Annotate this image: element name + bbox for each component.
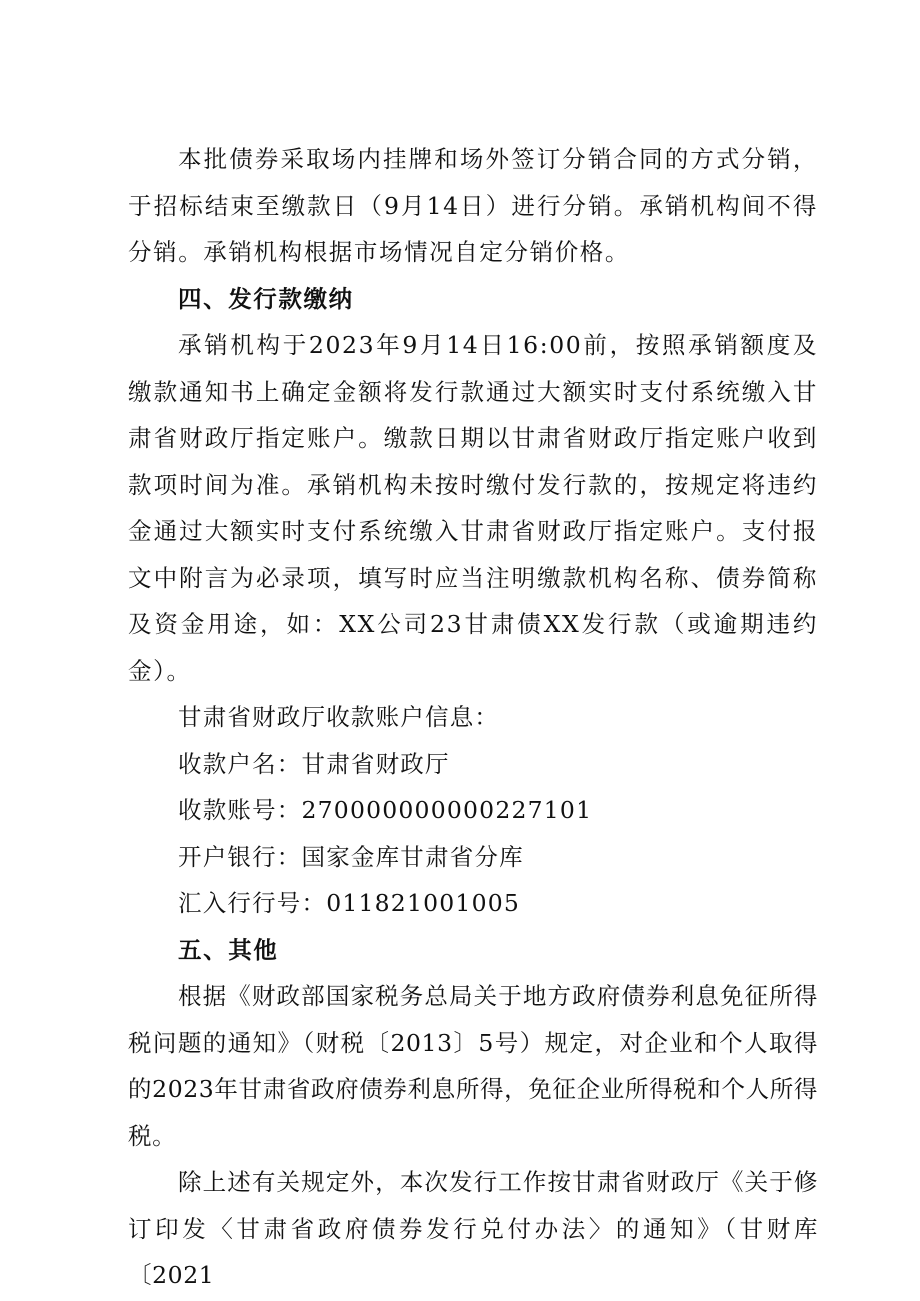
document-body xyxy=(128,136,818,1299)
account-intro-line: 甘肃省财政厅收款账户信息： xyxy=(178,703,500,731)
section-5-heading: 五、其他 xyxy=(178,935,279,964)
section-4-heading: 四、发行款缴纳 xyxy=(178,284,354,313)
payment-paragraph: 承销机构于2023年9月14日16:00前，按照承销额度及缴款通知书上确定金额将发行款通过大额实时支付系统缴入甘肃省财政厅指定账户。缴款日期以甘肃省财政厅指定账户收到款项时间为准。承销机构未按时缴付发行款的，按规定将违约金通过大额实时支付系统缴入甘肃省财政厅指定账户。支付报文中附言为必录项，填写时应当注明缴款机构名称、债券简称及资金用途，如：XX公司23甘肃债XX发行款（或逾期违约金）。 xyxy=(128,331,818,685)
rules-paragraph: 除上述有关规定外，本次发行工作按甘肃省财政厅《关于修订印发〈甘肃省政府债券发行兑付办法〉的通知》（甘财库〔2021 xyxy=(128,1168,818,1289)
tax-paragraph: 根据《财政部国家税务总局关于地方政府债券利息免征所得税问题的通知》（财税〔2013〕5号）规定，对企业和个人取得的2023年甘肃省政府债券利息所得，免征企业所得税和个人所得税。 xyxy=(128,982,818,1150)
account-name-line: 收款户名：甘肃省财政厅 xyxy=(178,749,450,778)
account-bank-line: 开户银行：国家金库甘肃省分库 xyxy=(178,842,524,871)
account-number-line: 收款账号：270000000000227101 xyxy=(178,796,593,824)
bank-code-line: 汇入行行号：011821001005 xyxy=(178,889,521,917)
distribution-paragraph: 本批债券采取场内挂牌和场外签订分销合同的方式分销，于招标结束至缴款日（9月14日）进行分销。承销机构间不得分销。承销机构根据市场情况自定分销价格。 xyxy=(128,145,818,266)
